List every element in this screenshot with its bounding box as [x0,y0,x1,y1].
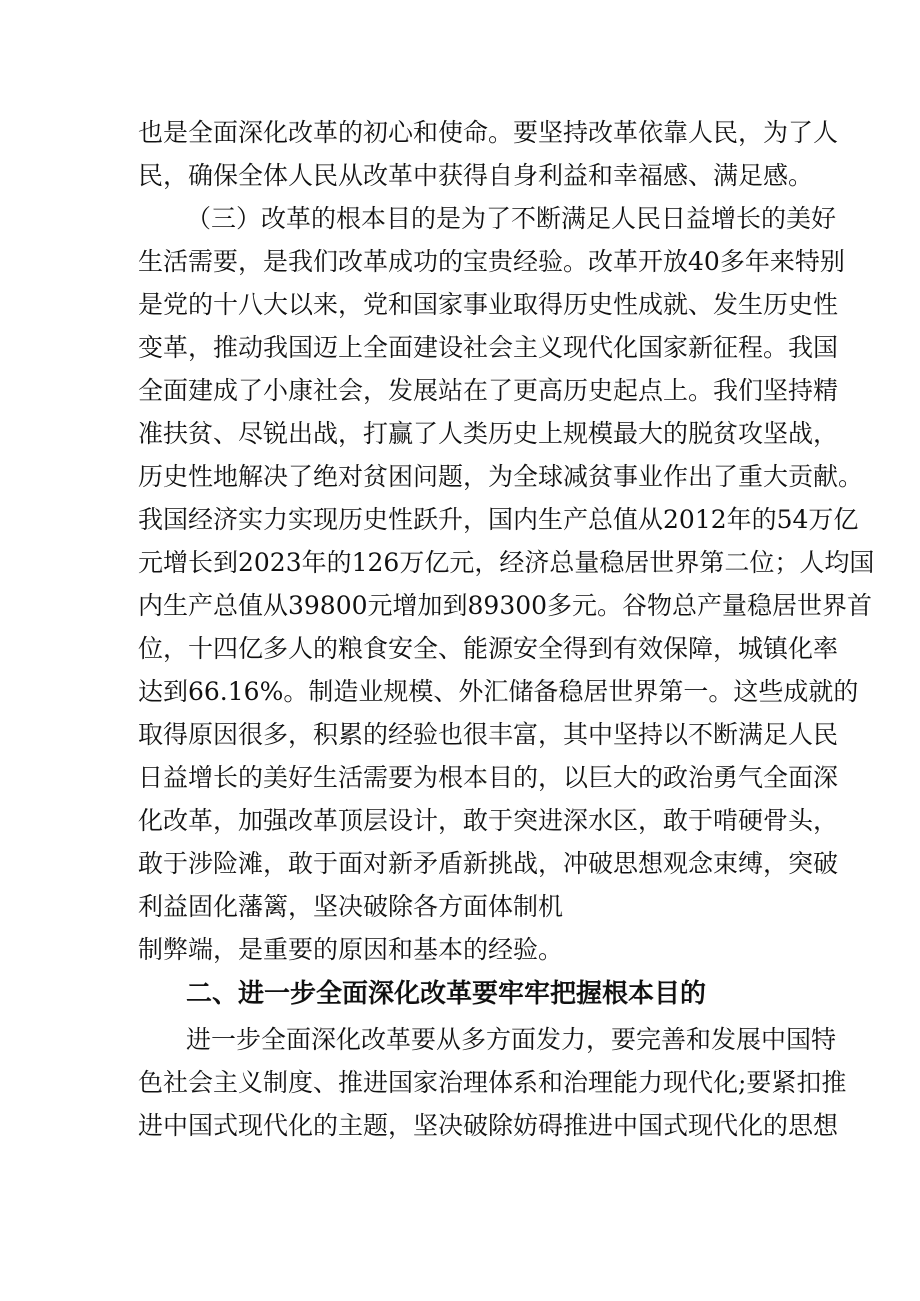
section-heading: 二、进一步全面深化改革要牢牢把握根本目的 [186,979,707,1009]
body-text-line: 利益固化藩篱，坚决破除各方面体制机 [138,892,564,921]
body-text-line: 准扶贫、尽锐出战，打赢了人类历史上规模最大的脱贫攻坚战， [138,419,839,448]
body-text-line: 内生产总值从39800元增加到89300多元。谷物总产量稳居世界首 [138,591,873,620]
body-text-line: 敢于涉险滩，敢于面对新矛盾新挑战，冲破思想观念束缚，突破 [138,849,839,878]
body-text-line: 也是全面深化改革的初心和使命。要坚持改革依靠人民，为了人 [138,118,839,147]
body-text-line: 取得原因很多，积累的经验也很丰富，其中坚持以不断满足人民 [138,720,839,749]
body-text-line: 生活需要，是我们改革成功的宝贵经验。改革开放40多年来特别 [138,247,845,276]
body-text-line: 民，确保全体人民从改革中获得自身利益和幸福感、满足感。 [138,161,814,190]
body-text-line: 位，十四亿多人的粮食安全、能源安全得到有效保障，城镇化率 [138,634,839,663]
body-text-line: 我国经济实力实现历史性跃升，国内生产总值从2012年的54万亿 [138,505,859,534]
body-text-line: 化改革，加强改革顶层设计，敢于突进深水区，敢于啃硬骨头， [138,806,839,835]
body-text-line: 历史性地解决了绝对贫困问题，为全球减贫事业作出了重大贡献。 [138,462,864,491]
section-paragraph-start: （三）改革的根本目的是为了不断满足人民日益增长的美好 [186,204,837,233]
body-text-line: 制弊端，是重要的原因和基本的经验。 [138,935,564,964]
section-paragraph-start: 进一步全面深化改革要从多方面发力，要完善和发展中国特 [186,1025,837,1054]
body-text-line: 色社会主义制度、推进国家治理体系和治理能力现代化;要紧扣推 [138,1068,847,1097]
body-text-line: 元增长到2023年的126万亿元，经济总量稳居世界第二位；人均国 [138,548,875,577]
body-text-line: 日益增长的美好生活需要为根本目的，以巨大的政治勇气全面深 [138,763,839,792]
body-text-line: 变革，推动我国迈上全面建设社会主义现代化国家新征程。我国 [138,333,839,362]
body-text-line: 进中国式现代化的主题，坚决破除妨碍推进中国式现代化的思想 [138,1111,839,1140]
body-text-line: 达到66.16%。制造业规模、外汇储备稳居世界第一。这些成就的 [138,677,859,706]
body-text-line: 是党的十八大以来，党和国家事业取得历史性成就、发生历史性 [138,290,839,319]
body-text-line: 全面建成了小康社会，发展站在了更高历史起点上。我们坚持精 [138,376,839,405]
